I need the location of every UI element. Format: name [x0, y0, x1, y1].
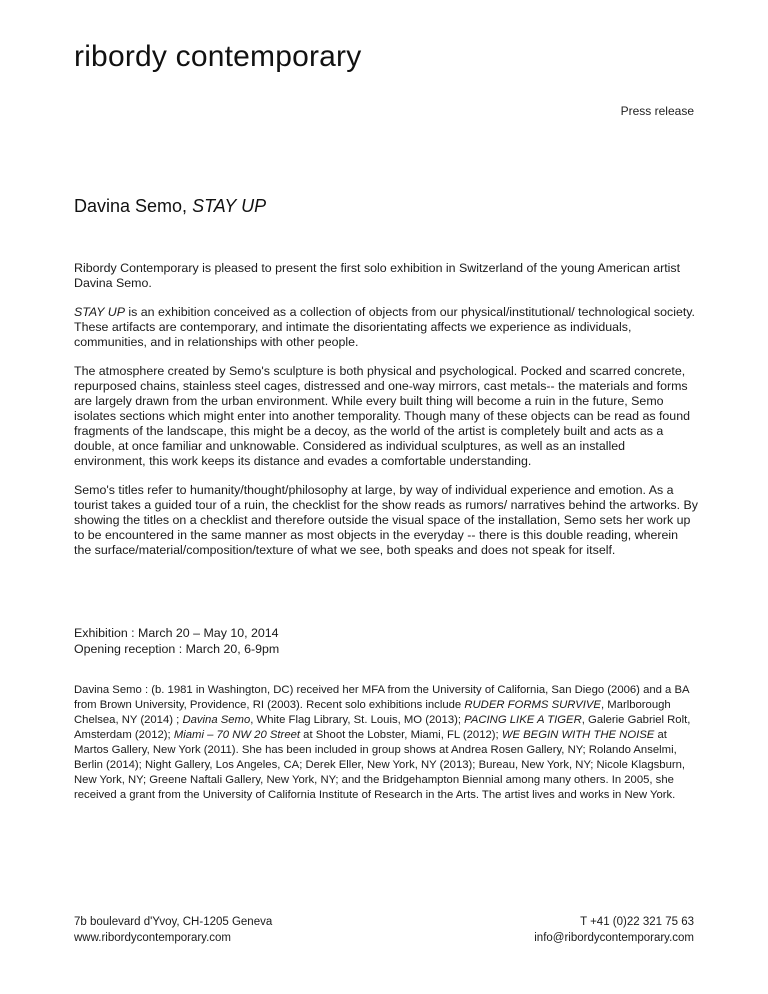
phone-number: T +41 (0)22 321 75 63: [580, 916, 694, 928]
show-title-inline: STAY UP: [74, 305, 125, 319]
email-link[interactable]: info@ribordycontemporary.com: [534, 932, 694, 944]
paragraph-intro: Ribordy Contemporary is pleased to present the first solo exhibition in Switzerland of the young American artist Davina Semo.: [74, 261, 681, 290]
exhibition-title: STAY UP: [192, 196, 267, 216]
bio-show-title: Davina Semo: [182, 714, 251, 726]
bio-show-title: PACING LIKE A TIGER: [464, 714, 582, 726]
bio-text: , Marlborough Chelsea, NY (2014) ;: [74, 699, 671, 726]
document-type-label: Press release: [620, 104, 694, 118]
opening-reception: Opening reception : March 20, 6-9pm: [74, 642, 280, 656]
bio-show-title: WE BEGIN WITH THE NOISE: [501, 729, 655, 741]
exhibition-dates: [74, 625, 698, 657]
footer-contact-block: [534, 914, 694, 946]
bio-text: , Galerie Gabriel Rolt, Amsterdam (2012);: [74, 714, 691, 741]
footer-address-block: [74, 914, 272, 946]
press-release-title: [74, 196, 266, 217]
bio-text: at Shoot the Lobster, Miami, FL (2012);: [300, 729, 502, 741]
bio-text: Davina Semo : (b. 1981 in Washington, DC) received her MFA from the University of California, San Diego (2006) and a BA from Brown University, Providence, RI (2003). Recent solo exhibitions include: [74, 684, 689, 711]
press-release-body: [74, 261, 698, 572]
artist-name: Davina Semo,: [74, 196, 193, 216]
paragraph-concept-text: is an exhibition conceived as a collection of objects from our physical/institutional/ technological society. These artifacts are contemporary, and intimate the disorientating affects we experience as individuals, communities, and in relationships with other people.: [74, 305, 695, 349]
bio-show-title: Miami – 70 NW 20 Street: [173, 729, 301, 741]
website-link[interactable]: www.ribordycontemporary.com: [74, 932, 232, 944]
gallery-address: 7b boulevard d'Yvoy, CH-1205 Geneva: [74, 916, 273, 928]
exhibition-period: Exhibition : March 20 – May 10, 2014: [74, 626, 279, 640]
bio-show-title: RUDER FORMS SURVIVE: [464, 699, 601, 711]
paragraph-concept: [74, 305, 698, 350]
bio-text: , White Flag Library, St. Louis, MO (2013);: [250, 714, 465, 726]
paragraph-titles: Semo's titles refer to humanity/thought/philosophy at large, by way of individual experience and emotion. As a tourist takes a guided tour of a ruin, the checklist for the show reads as rumors/ narratives behind the artworks. By showing the titles on a checklist and therefore outside the visual space of the installation, Semo sets her work up to be encountered in the same manner as most objects in the everyday -- there is this double reading, wherein the surface/material/composition/texture of what we see, both speaks and does not speak for itself.: [74, 483, 698, 557]
bio-text: at Martos Gallery, New York (2011). She has been included in group shows at Andrea Rosen Gallery, NY; Rolando Anselmi, Berlin (2014); Night Gallery, Los Angeles, CA; Derek Eller, New York, NY (2013); Bureau, New York, NY; Nicole Klagsburn, New York, NY; Greene Naftali Gallery, New York, NY; and the Bridgehampton Biennial among many others. In 2005, she received a grant from the University of California Institute of Research in the Arts. The artist lives and works in New York.: [74, 729, 686, 801]
artist-biography: [74, 683, 698, 803]
gallery-logo: ribordy contemporary: [74, 40, 362, 73]
paragraph-atmosphere: The atmosphere created by Semo's sculpture is both physical and psychological. Pocked and scarred concrete, repurposed chains, stainless steel cages, distressed and one-way mirrors, cast metals-- the materials and forms are largely drawn from the urban environment. While every built thing will become a ruin in the future, Semo isolates sections which might enter into another temporality. Though many of these objects can be read as found fragments of the landscape, this might be a decoy, as the world of the artist is completely built and acts as a double, at once familiar and unknowable. Considered as individual sculptures, as well as an installed environment, this work keeps its distance and evades a comfortable understanding.: [74, 364, 690, 468]
